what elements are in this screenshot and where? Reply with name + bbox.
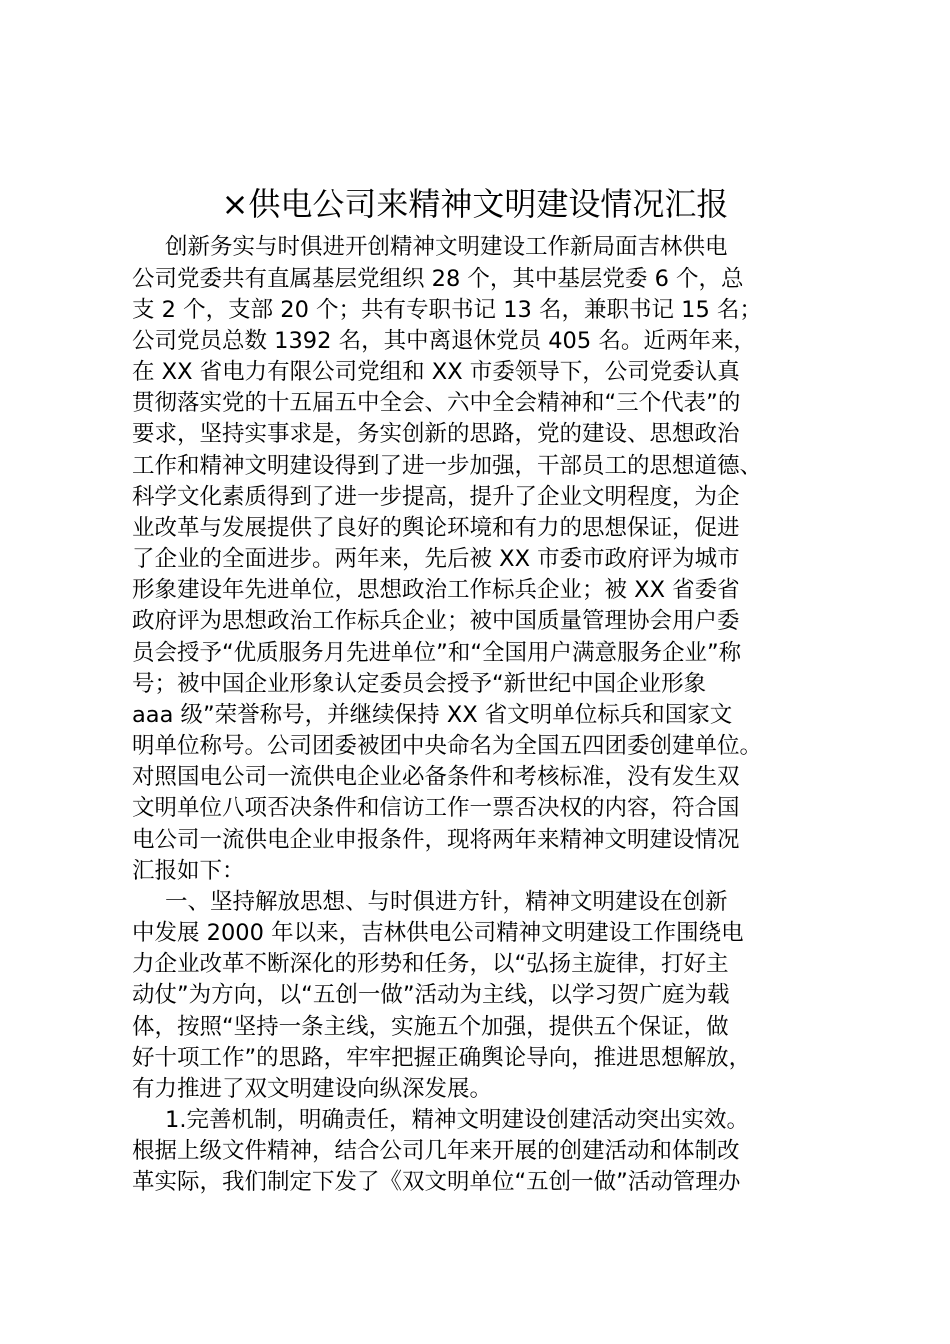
text-line: 政府评为思想政治工作标兵企业；被中国质量管理协会用户委 [132,608,740,634]
text-line: 根据上级文件精神，结合公司几年来开展的创建活动和体制改 [132,1138,740,1164]
text-line: 电公司一流供电企业申报条件，现将两年来精神文明建设情况 [132,827,740,853]
text-line: 动仗”为方向，以“五创一做”活动为主线，以学习贺广庭为载 [132,982,730,1008]
text-line: 形象建设年先进单位，思想政治工作标兵企业；被 XX 省委省 [132,577,740,603]
text-line: 明单位称号。公司团委被团中央命名为全国五四团委创建单位。 [132,733,763,759]
text-line: aaa 级”荣誉称号，并继续保持 XX 省文明单位标兵和国家文 [132,702,733,728]
text-line: 中发展 2000 年以来，吉林供电公司精神文明建设工作围绕电 [132,920,744,946]
text-line: 要求，坚持实事求是，务实创新的思路，党的建设、思想政治 [132,421,740,447]
text-line: 科学文化素质得到了进一步提高，提升了企业文明程度，为企 [132,484,740,510]
text-line: 1.完善机制，明确责任，精神文明建设创建活动突出实效。 [165,1107,749,1133]
text-line: 公司党委共有直属基层党组织 28 个，其中基层党委 6 个，总 [132,266,744,292]
text-line: 对照国电公司一流供电企业必备条件和考核标准，没有发生双 [132,764,740,790]
text-line: 贯彻落实党的十五届五中全会、六中全会精神和“三个代表”的 [132,390,741,416]
text-line: 号；被中国企业形象认定委员会授予“新世纪中国企业形象 [132,671,707,697]
text-line: 工作和精神文明建设得到了进一步加强，干部员工的思想道德、 [132,453,763,479]
text-line: 汇报如下： [132,858,245,884]
text-line: 好十项工作”的思路，牢牢把握正确舆论导向，推进思想解放， [132,1045,752,1071]
text-line: 有力推进了双文明建设向纵深发展。 [132,1076,493,1102]
text-line: 一、坚持解放思想、与时俱进方针，精神文明建设在创新 [165,889,728,915]
document-title: ×供电公司来精神文明建设情况汇报 [221,185,729,223]
text-line: 体，按照“坚持一条主线，实施五个加强，提供五个保证，做 [132,1014,729,1040]
text-line: 在 XX 省电力有限公司党组和 XX 市委领导下，公司党委认真 [132,359,740,385]
text-line: 力企业改革不断深化的形势和任务，以“弘扬主旋律，打好主 [132,951,729,977]
text-line: 支 2 个，支部 20 个；共有专职书记 13 名，兼职书记 15 名； [132,297,762,323]
text-line: 文明单位八项否决条件和信访工作一票否决权的内容，符合国 [132,795,740,821]
text-line: 业改革与发展提供了良好的舆论环境和有力的思想保证，促进 [132,515,740,541]
text-line: 创新务实与时俱进开创精神文明建设工作新局面吉林供电 [165,234,728,260]
text-line: 革实际，我们制定下发了《双文明单位“五创一做”活动管理办 [132,1169,741,1195]
text-line: 公司党员总数 1392 名，其中离退休党员 405 名。近两年来， [132,328,756,354]
text-line: 了企业的全面进步。两年来，先后被 XX 市委市政府评为城市 [132,546,740,572]
text-line: 员会授予“优质服务月先进单位”和“全国用户满意服务企业”称 [132,640,742,666]
